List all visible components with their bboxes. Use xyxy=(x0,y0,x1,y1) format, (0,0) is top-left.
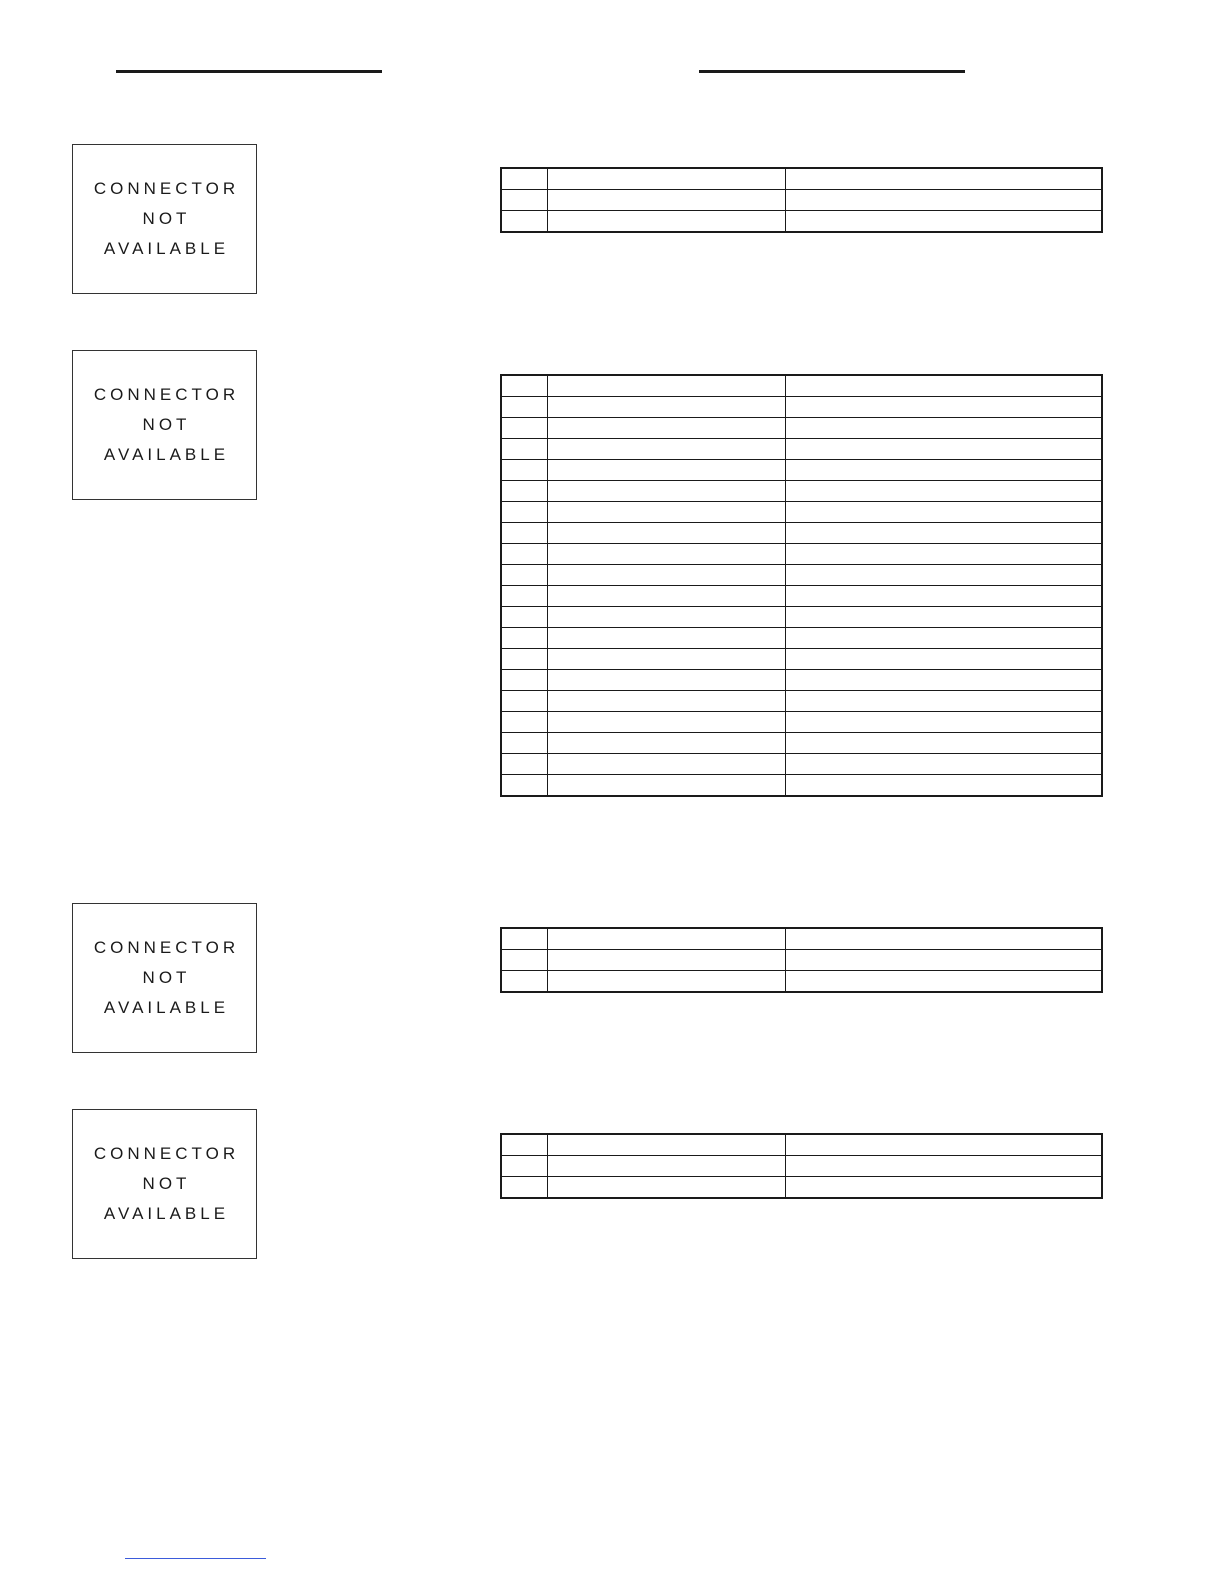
function-cell xyxy=(785,502,1102,523)
table-row xyxy=(501,418,1102,439)
function-cell xyxy=(785,375,1102,397)
table-row xyxy=(501,460,1102,481)
pin-cell xyxy=(501,670,547,691)
wire-color-cell xyxy=(547,190,785,211)
table-row xyxy=(501,607,1102,628)
table-row xyxy=(501,565,1102,586)
function-cell xyxy=(785,397,1102,418)
wire-color-cell xyxy=(547,1156,785,1177)
wire-color-cell xyxy=(547,691,785,712)
connector-line: NOT xyxy=(142,968,191,987)
table-row xyxy=(501,586,1102,607)
function-cell xyxy=(785,211,1102,233)
pin-cell xyxy=(501,733,547,754)
connector-line: NOT xyxy=(142,415,191,434)
function-cell xyxy=(785,649,1102,670)
wire-color-cell xyxy=(547,733,785,754)
function-cell xyxy=(785,460,1102,481)
pin-cell xyxy=(501,481,547,502)
table-row xyxy=(501,775,1102,797)
pin-cell xyxy=(501,397,547,418)
pin-cell xyxy=(501,607,547,628)
function-cell xyxy=(785,544,1102,565)
pin-cell xyxy=(501,971,547,993)
wire-color-cell xyxy=(547,544,785,565)
table-row xyxy=(501,670,1102,691)
connector-line: NOT xyxy=(142,1174,191,1193)
table-row xyxy=(501,397,1102,418)
function-cell xyxy=(785,775,1102,797)
function-cell xyxy=(785,418,1102,439)
pin-cell xyxy=(501,460,547,481)
wire-color-cell xyxy=(547,950,785,971)
function-cell xyxy=(785,1177,1102,1199)
connector-line: CONNECTOR xyxy=(93,938,240,957)
function-cell xyxy=(785,481,1102,502)
table-row xyxy=(501,649,1102,670)
wire-color-cell xyxy=(547,670,785,691)
wire-color-cell xyxy=(547,712,785,733)
table-row xyxy=(501,523,1102,544)
connector-line: AVAILABLE xyxy=(103,239,230,258)
connector-line: CONNECTOR xyxy=(93,385,240,404)
function-cell xyxy=(785,607,1102,628)
table-row xyxy=(501,754,1102,775)
pin-cell xyxy=(501,565,547,586)
table-row xyxy=(501,971,1102,993)
table-row xyxy=(501,502,1102,523)
pin-cell xyxy=(501,439,547,460)
connector-not-available-box xyxy=(72,903,257,1053)
function-cell xyxy=(785,168,1102,190)
connector-line: CONNECTOR xyxy=(93,1144,240,1163)
header-rule-left xyxy=(116,70,382,73)
table-row xyxy=(501,211,1102,233)
wire-color-cell xyxy=(547,397,785,418)
wire-color-cell xyxy=(547,211,785,233)
function-cell xyxy=(785,628,1102,649)
connector-pin-table xyxy=(500,927,1103,993)
pin-cell xyxy=(501,211,547,233)
pin-cell xyxy=(501,168,547,190)
table-row xyxy=(501,1177,1102,1199)
table-row xyxy=(501,712,1102,733)
connector-line: AVAILABLE xyxy=(103,998,230,1017)
table-row xyxy=(501,168,1102,190)
connector-pin-table xyxy=(500,374,1103,797)
wire-color-cell xyxy=(547,754,785,775)
table-row xyxy=(501,190,1102,211)
wire-color-cell xyxy=(547,439,785,460)
function-cell xyxy=(785,928,1102,950)
function-cell xyxy=(785,586,1102,607)
table-row xyxy=(501,1134,1102,1156)
connector-line: AVAILABLE xyxy=(103,445,230,464)
connector-line: CONNECTOR xyxy=(93,179,240,198)
pin-cell xyxy=(501,775,547,797)
header-rule-right xyxy=(699,70,965,73)
table-row xyxy=(501,928,1102,950)
wire-color-cell xyxy=(547,418,785,439)
table-row xyxy=(501,544,1102,565)
wire-color-cell xyxy=(547,971,785,993)
pin-cell xyxy=(501,544,547,565)
pin-cell xyxy=(501,1177,547,1199)
wire-color-cell xyxy=(547,481,785,502)
connector-line: NOT xyxy=(142,209,191,228)
wire-color-cell xyxy=(547,502,785,523)
function-cell xyxy=(785,190,1102,211)
connector-not-available-box xyxy=(72,1109,257,1259)
wire-color-cell xyxy=(547,1177,785,1199)
wire-color-cell xyxy=(547,775,785,797)
wire-color-cell xyxy=(547,375,785,397)
wire-color-cell xyxy=(547,168,785,190)
connector-pin-table xyxy=(500,1133,1103,1199)
table-row xyxy=(501,950,1102,971)
function-cell xyxy=(785,523,1102,544)
wire-color-cell xyxy=(547,460,785,481)
pin-cell xyxy=(501,712,547,733)
pin-cell xyxy=(501,928,547,950)
function-cell xyxy=(785,691,1102,712)
function-cell xyxy=(785,950,1102,971)
connector-not-available-box xyxy=(72,144,257,294)
pin-cell xyxy=(501,586,547,607)
wire-color-cell xyxy=(547,1134,785,1156)
pin-cell xyxy=(501,649,547,670)
function-cell xyxy=(785,439,1102,460)
connector-pin-table xyxy=(500,167,1103,233)
table-row xyxy=(501,375,1102,397)
pin-cell xyxy=(501,190,547,211)
table-row xyxy=(501,733,1102,754)
function-cell xyxy=(785,712,1102,733)
function-cell xyxy=(785,971,1102,993)
pin-cell xyxy=(501,523,547,544)
function-cell xyxy=(785,670,1102,691)
table-row xyxy=(501,481,1102,502)
wire-color-cell xyxy=(547,565,785,586)
wire-color-cell xyxy=(547,607,785,628)
pin-cell xyxy=(501,691,547,712)
pin-cell xyxy=(501,375,547,397)
function-cell xyxy=(785,754,1102,775)
table-row xyxy=(501,628,1102,649)
pin-cell xyxy=(501,754,547,775)
wire-color-cell xyxy=(547,628,785,649)
pin-cell xyxy=(501,950,547,971)
pin-cell xyxy=(501,628,547,649)
wire-color-cell xyxy=(547,586,785,607)
wire-color-cell xyxy=(547,649,785,670)
wire-color-cell xyxy=(547,928,785,950)
footer-link-underline[interactable] xyxy=(125,1558,266,1559)
wire-color-cell xyxy=(547,523,785,544)
table-row xyxy=(501,1156,1102,1177)
pin-cell xyxy=(501,1156,547,1177)
connector-not-available-box xyxy=(72,350,257,500)
function-cell xyxy=(785,733,1102,754)
table-row xyxy=(501,691,1102,712)
function-cell xyxy=(785,565,1102,586)
pin-cell xyxy=(501,1134,547,1156)
pin-cell xyxy=(501,418,547,439)
connector-line: AVAILABLE xyxy=(103,1204,230,1223)
function-cell xyxy=(785,1156,1102,1177)
pin-cell xyxy=(501,502,547,523)
table-row xyxy=(501,439,1102,460)
function-cell xyxy=(785,1134,1102,1156)
